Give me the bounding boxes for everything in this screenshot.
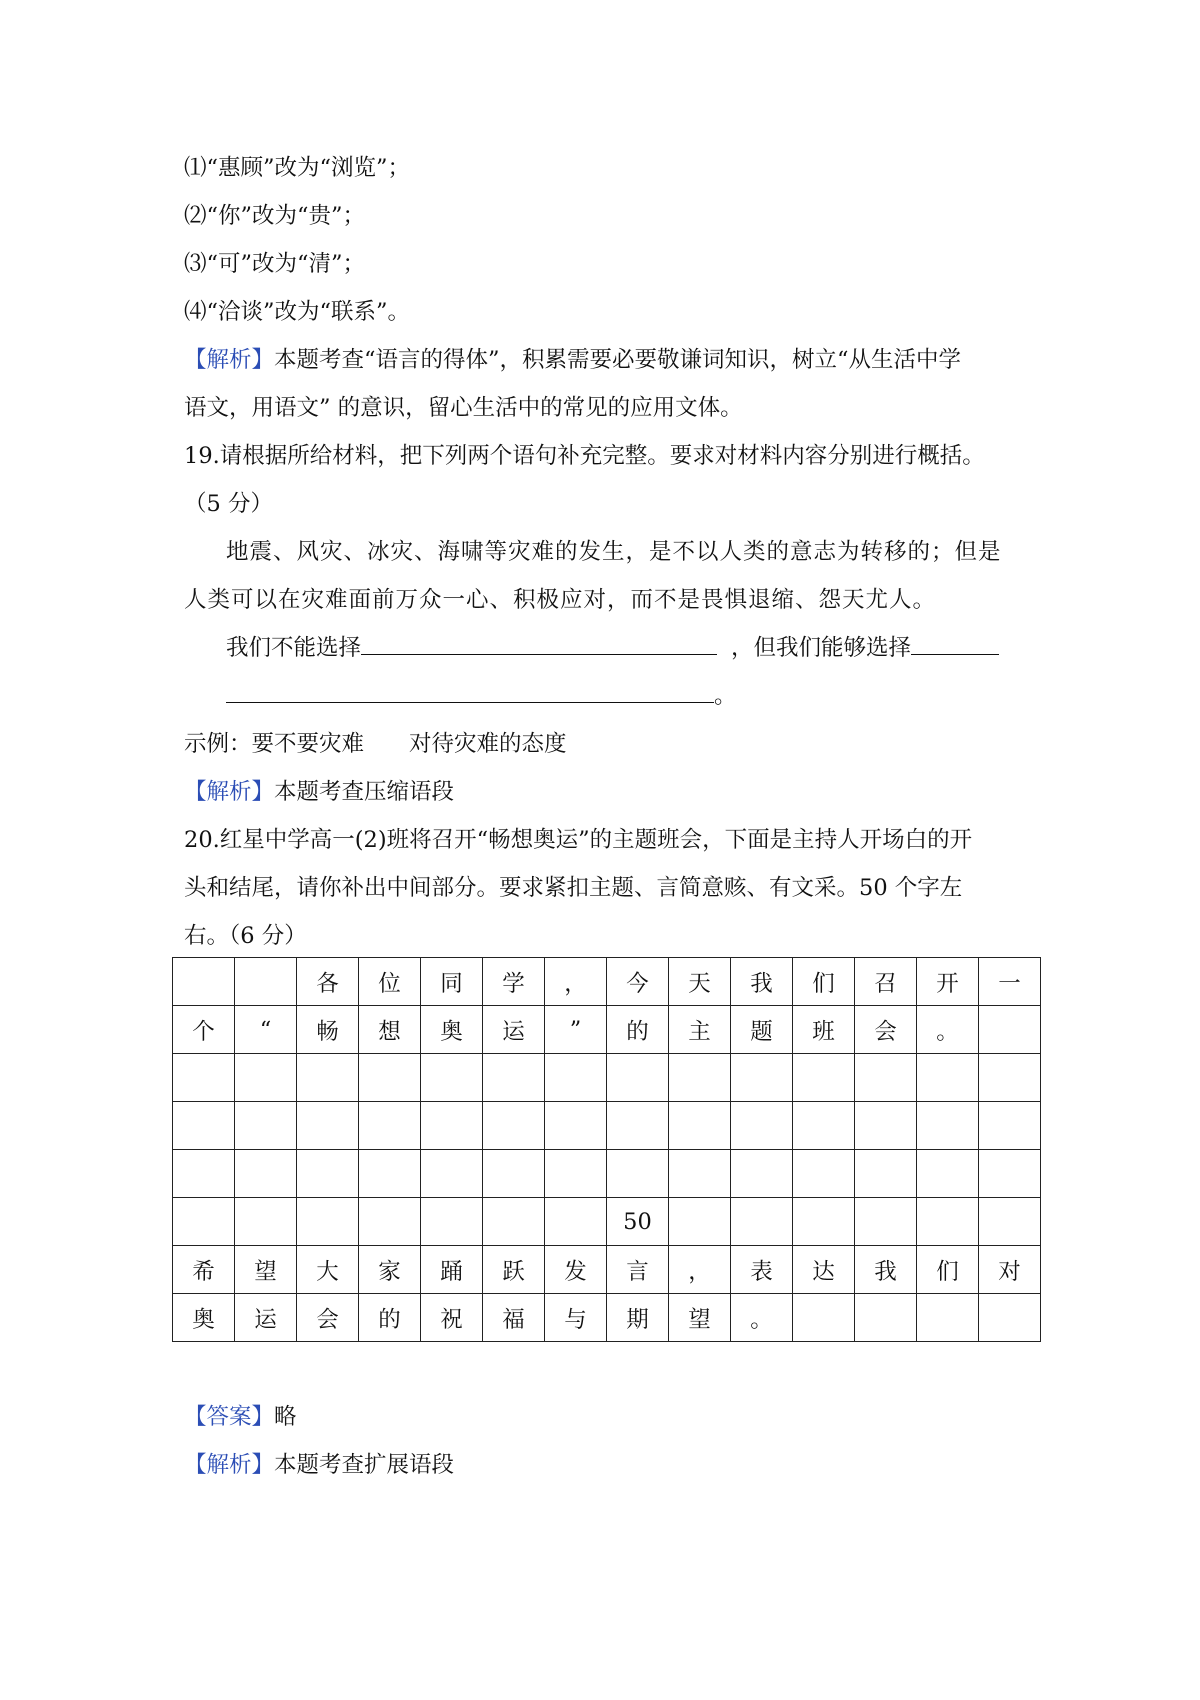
- grid-cell[interactable]: [359, 1150, 421, 1198]
- grid-cell: 言: [607, 1246, 669, 1294]
- answer-section: [184, 1393, 297, 1441]
- grid-cell[interactable]: [545, 1198, 607, 1246]
- grid-cell[interactable]: [979, 1006, 1041, 1054]
- grid-cell[interactable]: [731, 1054, 793, 1102]
- grid-cell[interactable]: [173, 1102, 235, 1150]
- grid-cell[interactable]: [917, 1054, 979, 1102]
- grid-cell: 一: [979, 958, 1041, 1006]
- grid-cell: 主: [669, 1006, 731, 1054]
- grid-cell: 畅: [297, 1006, 359, 1054]
- grid-cell: 同: [421, 958, 483, 1006]
- answer-item-4: ⑷“洽谈”改为“联系”。: [184, 299, 411, 325]
- grid-cell: 个: [173, 1006, 235, 1054]
- grid-cell[interactable]: [669, 1054, 731, 1102]
- grid-cell: 的: [359, 1294, 421, 1342]
- grid-cell: 我: [855, 1246, 917, 1294]
- material-line-1: 地震、风灾、冰灾、海啸等灾难的发生，是不以人类的意志为转移的；但是: [226, 539, 1002, 565]
- grid-cell: 召: [855, 958, 917, 1006]
- blank-2a[interactable]: [911, 626, 999, 655]
- fill-in-sentence-continued: [226, 672, 737, 720]
- grid-cell[interactable]: [855, 1054, 917, 1102]
- grid-cell[interactable]: [235, 1198, 297, 1246]
- grid-cell: 希: [173, 1246, 235, 1294]
- grid-cell[interactable]: [979, 1054, 1041, 1102]
- composition-grid: [172, 957, 1041, 1342]
- grid-cell[interactable]: [173, 958, 235, 1006]
- analysis-3: [184, 1441, 454, 1489]
- grid-cell[interactable]: [731, 1102, 793, 1150]
- grid-cell[interactable]: [359, 1198, 421, 1246]
- blank-2b[interactable]: [226, 674, 714, 703]
- grid-cell: 家: [359, 1246, 421, 1294]
- grid-cell[interactable]: [359, 1102, 421, 1150]
- grid-cell: 运: [235, 1294, 297, 1342]
- grid-cell[interactable]: [855, 1294, 917, 1342]
- grid-row: [173, 1198, 1041, 1246]
- grid-cell: 。: [731, 1294, 793, 1342]
- grid-cell: 奥: [421, 1006, 483, 1054]
- grid-cell[interactable]: [359, 1054, 421, 1102]
- grid-row: [173, 1294, 1041, 1342]
- analysis-1-continued: 语文，用语文” 的意识，留心生活中的常见的应用文体。: [184, 395, 743, 421]
- grid-cell[interactable]: [731, 1198, 793, 1246]
- analysis-tag: 【解析】: [184, 347, 275, 373]
- grid-row: [173, 1246, 1041, 1294]
- question-20-line-2: 头和结尾，请你补出中间部分。要求紧扣主题、言简意赅、有文采。50 个字左: [184, 875, 963, 901]
- grid-cell[interactable]: [173, 1054, 235, 1102]
- blank-1[interactable]: [361, 626, 717, 655]
- grid-cell[interactable]: [235, 1102, 297, 1150]
- grid-cell[interactable]: [483, 1102, 545, 1150]
- grid-cell[interactable]: [669, 1150, 731, 1198]
- grid-cell: 大: [297, 1246, 359, 1294]
- answer-item-1: ⑴“惠顾”改为“浏览”；: [184, 155, 411, 181]
- grid-row: [173, 958, 1041, 1006]
- grid-cell: 祝: [421, 1294, 483, 1342]
- analysis-tag: 【解析】: [184, 779, 275, 805]
- grid-cell: 发: [545, 1246, 607, 1294]
- grid-cell[interactable]: [731, 1150, 793, 1198]
- grid-cell: 对: [979, 1246, 1041, 1294]
- grid-cell[interactable]: [979, 1150, 1041, 1198]
- grid-cell[interactable]: [421, 1198, 483, 1246]
- question-20-line-3: 右。（6 分）: [184, 923, 307, 949]
- grid-row: [173, 1150, 1041, 1198]
- grid-cell: 天: [669, 958, 731, 1006]
- fill-prefix: 我们不能选择: [226, 635, 362, 661]
- example-answer: 示例：要不要灾难 对待灾难的态度: [184, 731, 567, 757]
- fill-middle: ，但我们能够选择: [731, 635, 912, 661]
- grid-cell[interactable]: [979, 1102, 1041, 1150]
- grid-cell[interactable]: [421, 1102, 483, 1150]
- grid-cell: 学: [483, 958, 545, 1006]
- grid-cell: 们: [917, 1246, 979, 1294]
- analysis-2: [184, 768, 454, 816]
- grid-cell[interactable]: [297, 1102, 359, 1150]
- grid-row: [173, 1054, 1041, 1102]
- grid-cell: 们: [793, 958, 855, 1006]
- analysis-1: [184, 336, 961, 384]
- grid-cell: 与: [545, 1294, 607, 1342]
- grid-cell: 期: [607, 1294, 669, 1342]
- answer-item-2: ⑵“你”改为“贵”；: [184, 203, 366, 229]
- grid-cell[interactable]: [421, 1150, 483, 1198]
- grid-cell[interactable]: [917, 1102, 979, 1150]
- grid-cell[interactable]: [235, 1054, 297, 1102]
- grid-cell: 踊: [421, 1246, 483, 1294]
- grid-cell[interactable]: [793, 1294, 855, 1342]
- grid-cell[interactable]: [793, 1198, 855, 1246]
- fill-end: 。: [714, 683, 737, 709]
- grid-cell[interactable]: [483, 1198, 545, 1246]
- grid-cell[interactable]: [855, 1198, 917, 1246]
- question-20-line-1: 20.红星中学高一(2)班将召开“畅想奥运”的主题班会，下面是主持人开场白的开: [184, 827, 973, 853]
- grid-cell: 会: [297, 1294, 359, 1342]
- grid-cell: 开: [917, 958, 979, 1006]
- grid-cell: 表: [731, 1246, 793, 1294]
- grid-cell: 运: [483, 1006, 545, 1054]
- grid-cell[interactable]: [297, 1150, 359, 1198]
- grid-cell: 我: [731, 958, 793, 1006]
- material-line-2: 人类可以在灾难面前万众一心、积极应对，而不是畏惧退缩、怨天尤人。: [184, 587, 937, 613]
- grid-cell[interactable]: [669, 1102, 731, 1150]
- grid-cell[interactable]: [607, 1102, 669, 1150]
- grid-cell[interactable]: [855, 1150, 917, 1198]
- grid-cell[interactable]: [545, 1054, 607, 1102]
- grid-cell: ，: [669, 1246, 731, 1294]
- grid-cell[interactable]: [793, 1054, 855, 1102]
- grid-cell[interactable]: [607, 1150, 669, 1198]
- grid-cell[interactable]: [917, 1294, 979, 1342]
- analysis-tag: 【解析】: [184, 1452, 275, 1478]
- grid-cell: 题: [731, 1006, 793, 1054]
- grid-cell: 会: [855, 1006, 917, 1054]
- grid-cell[interactable]: [545, 1102, 607, 1150]
- grid-cell: 望: [235, 1246, 297, 1294]
- analysis-text: 本题考查“语言的得体”，积累需要必要敬谦词知识，树立“从生活中学: [274, 347, 962, 373]
- grid-cell[interactable]: [793, 1150, 855, 1198]
- grid-row: [173, 1102, 1041, 1150]
- grid-cell: ，: [545, 958, 607, 1006]
- grid-cell[interactable]: [173, 1150, 235, 1198]
- grid-cell: 各: [297, 958, 359, 1006]
- fill-in-sentence: [226, 624, 999, 672]
- grid-cell: 位: [359, 958, 421, 1006]
- grid-cell[interactable]: [297, 1198, 359, 1246]
- grid-cell[interactable]: [855, 1102, 917, 1150]
- grid-cell[interactable]: [917, 1198, 979, 1246]
- analysis-text: 本题考查压缩语段: [274, 779, 455, 805]
- grid-cell[interactable]: [297, 1054, 359, 1102]
- grid-cell[interactable]: [917, 1150, 979, 1198]
- grid-cell: 跃: [483, 1246, 545, 1294]
- grid-cell: 福: [483, 1294, 545, 1342]
- answer-item-3: ⑶“可”改为“清”；: [184, 251, 366, 277]
- grid-cell[interactable]: [483, 1150, 545, 1198]
- grid-cell: 班: [793, 1006, 855, 1054]
- analysis-text: 本题考查扩展语段: [274, 1452, 455, 1478]
- grid-cell[interactable]: [545, 1150, 607, 1198]
- grid-cell[interactable]: [235, 1150, 297, 1198]
- grid-cell[interactable]: [669, 1198, 731, 1246]
- grid-cell: ”: [545, 1006, 607, 1054]
- grid-row: [173, 1006, 1041, 1054]
- grid-cell[interactable]: [173, 1198, 235, 1246]
- grid-cell: 想: [359, 1006, 421, 1054]
- grid-cell: 望: [669, 1294, 731, 1342]
- answer-text: 略: [274, 1404, 297, 1430]
- grid-cell: 。: [917, 1006, 979, 1054]
- grid-cell: “: [235, 1006, 297, 1054]
- grid-cell[interactable]: [483, 1054, 545, 1102]
- grid-cell: 的: [607, 1006, 669, 1054]
- grid-cell[interactable]: [979, 1198, 1041, 1246]
- grid-cell: 达: [793, 1246, 855, 1294]
- question-19-score: （5 分）: [184, 491, 273, 517]
- grid-cell[interactable]: [979, 1294, 1041, 1342]
- grid-cell: 奥: [173, 1294, 235, 1342]
- grid-cell[interactable]: [235, 958, 297, 1006]
- answer-tag: 【答案】: [184, 1404, 275, 1430]
- grid-cell: 50: [607, 1198, 669, 1246]
- grid-cell[interactable]: [607, 1054, 669, 1102]
- grid-cell[interactable]: [793, 1102, 855, 1150]
- grid-cell: 今: [607, 958, 669, 1006]
- question-19: 19.请根据所给材料，把下列两个语句补充完整。要求对材料内容分别进行概括。: [184, 443, 985, 469]
- grid-cell[interactable]: [421, 1054, 483, 1102]
